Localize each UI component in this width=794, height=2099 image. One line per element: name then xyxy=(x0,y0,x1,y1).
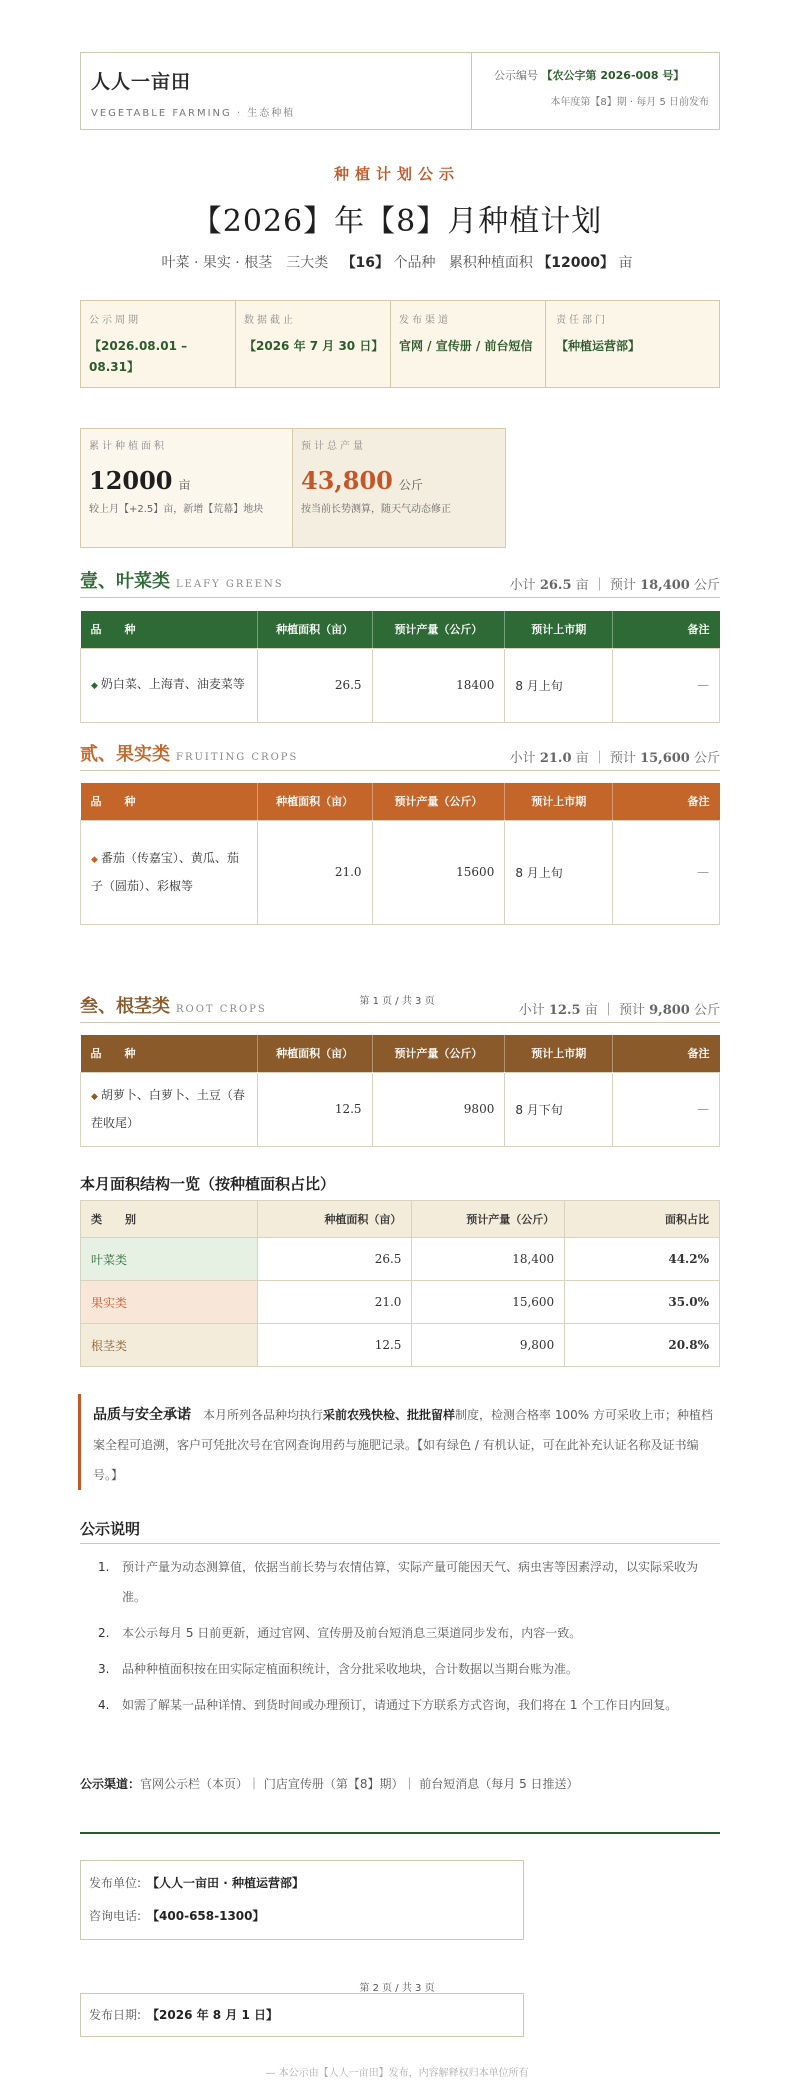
structure-area: 21.0 xyxy=(257,1281,412,1324)
crop-market-date: 8 月上旬 xyxy=(505,648,613,722)
item-text: 如需了解某一品种详情、到货时间或办理预订，请通过下方联系方式咨询，我们将在 1 个工作日内回复。 xyxy=(122,1698,678,1712)
info-value: 【2026 年 7 月 30 日】 xyxy=(244,339,384,353)
col-header: 品 种 xyxy=(81,783,258,820)
stats-box xyxy=(80,428,506,548)
stat-value xyxy=(89,466,284,495)
structure-share: 20.8% xyxy=(565,1324,720,1367)
stat-unit: 公斤 xyxy=(398,478,423,492)
structure-category: 果实类 xyxy=(81,1281,258,1324)
summary-area-value: 【12000】 xyxy=(537,255,615,271)
section-title-text: 叁、根茎类 xyxy=(80,996,170,1017)
forecast-unit: 公斤 xyxy=(693,578,720,593)
publish-date-box xyxy=(80,1993,524,2037)
subtotal-label: 小计 xyxy=(509,578,536,593)
col-header: 种植面积（亩） xyxy=(257,611,372,648)
stat-number: 43,800 xyxy=(301,466,393,495)
item-text: 本公示每月 5 日前更新，通过官网、宣传册及前台短消息三渠道同步发布，内容一致。 xyxy=(122,1626,582,1640)
item-number: 2. xyxy=(98,1626,110,1640)
bullet-icon: ◆ xyxy=(91,855,98,865)
col-header: 预计上市期 xyxy=(505,1035,613,1072)
forecast-unit: 公斤 xyxy=(693,751,720,766)
channels-text: 官网公示栏（本页）｜ 门店宣传册（第【8】期）｜ 前台短消息（每月 5 日推送） xyxy=(140,1777,579,1791)
subtotal-unit: 亩 xyxy=(575,751,589,766)
col-header: 预计上市期 xyxy=(505,783,613,820)
table-header-row xyxy=(81,783,720,820)
structure-area: 26.5 xyxy=(257,1238,412,1281)
stat-total-area xyxy=(81,429,293,547)
col-header: 预计产量（公斤） xyxy=(372,611,505,648)
info-value: 官网 / 宣传册 / 前台短信 xyxy=(399,339,533,353)
summary-area-label: 累积种植面积 xyxy=(448,255,533,271)
structure-title: 本月面积结构一览（按种植面积占比） xyxy=(80,1175,336,1193)
forecast-label: 预计 xyxy=(609,578,636,593)
info-label: 数据截止 xyxy=(244,315,296,326)
forecast-value: 18,400 xyxy=(640,578,690,593)
crop-name-text: 胡萝卜、白萝卜、土豆（春茬收尾） xyxy=(91,1088,245,1130)
publisher-unit-value: 【人人一亩田 · 种植运营部】 xyxy=(147,1876,304,1890)
bullet-icon: ◆ xyxy=(91,1092,98,1102)
structure-area: 12.5 xyxy=(257,1324,412,1367)
subtotal-label: 小计 xyxy=(509,751,536,766)
col-header: 预计上市期 xyxy=(505,611,613,648)
col-header: 备注 xyxy=(687,795,710,809)
quality-commitment xyxy=(78,1394,720,1490)
structure-category: 根茎类 xyxy=(81,1324,258,1367)
header-box xyxy=(80,52,720,130)
page-marker: 第 1 页 / 共 3 页 xyxy=(359,996,435,1007)
crop-market-date: 8 月下旬 xyxy=(505,1072,613,1146)
list-item xyxy=(98,1552,720,1612)
section-title-text: 贰、果实类 xyxy=(80,744,170,765)
col-header: 预计产量（公斤） xyxy=(372,783,505,820)
publisher-phone-label: 咨询电话: xyxy=(89,1909,142,1923)
crop-table-leafy xyxy=(80,611,720,723)
section-header-fruiting xyxy=(80,743,720,771)
crop-remark: — xyxy=(613,820,720,924)
summary-area-unit: 亩 xyxy=(618,255,633,271)
brand-subtitle: VEGETABLE FARMING · 生态种植 xyxy=(91,108,296,119)
col-header: 预计产量（公斤） xyxy=(412,1201,565,1238)
col-header: 备注 xyxy=(687,623,710,637)
item-number: 4. xyxy=(98,1698,110,1712)
forecast-label: 预计 xyxy=(609,751,636,766)
col-header: 种植面积（亩） xyxy=(257,783,372,820)
section-subtotal: 小计 21.0 亩 ｜ 预计 15,600 公斤 xyxy=(509,751,720,766)
publisher-phone xyxy=(89,1900,515,1933)
stat-unit: 亩 xyxy=(178,478,191,492)
table-row xyxy=(81,820,720,924)
header-notice-block xyxy=(471,53,719,129)
publisher-unit-label: 发布单位: xyxy=(89,1876,142,1890)
crop-name-text: 奶白菜、上海青、油麦菜等 xyxy=(100,677,245,691)
footer-note: — 本公示由【人人一亩田】发布，内容解释权归本单位所有 xyxy=(265,2068,529,2079)
stat-number: 12000 xyxy=(89,466,173,495)
info-value: 【2026.08.01 – 08.31】 xyxy=(89,339,188,374)
structure-category: 叶菜类 xyxy=(81,1238,258,1281)
info-strip xyxy=(80,300,720,388)
section-subtotal: 小计 12.5 亩 ｜ 预计 9,800 公斤 xyxy=(518,1003,720,1018)
publish-date-value: 【2026 年 8 月 1 日】 xyxy=(147,2008,279,2022)
crop-area: 12.5 xyxy=(257,1072,372,1146)
subtotal-area: 26.5 xyxy=(539,578,572,593)
structure-share: 44.2% xyxy=(565,1238,720,1281)
publisher-phone-value: 【400-658-1300】 xyxy=(147,1909,265,1923)
col-header: 预计产量（公斤） xyxy=(372,1035,505,1072)
table-header-row xyxy=(81,1201,720,1238)
channels-label: 公示渠道： xyxy=(80,1777,141,1791)
explain-list xyxy=(98,1552,720,1726)
summary-categories: 叶菜 · 果实 · 根茎 三大类 xyxy=(161,255,329,271)
forecast-value: 9,800 xyxy=(649,1003,690,1018)
quality-highlight: 采前农残快检、批批留样 xyxy=(323,1408,456,1422)
structure-yield: 18,400 xyxy=(412,1238,565,1281)
forecast-label: 预计 xyxy=(618,1003,645,1018)
stat-label: 累计种植面积 xyxy=(89,441,167,452)
notice-frequency: 本年度第【8】期 · 每月 5 日前发布 xyxy=(550,97,709,108)
list-item xyxy=(98,1654,720,1684)
summary-varieties-unit: 个品种 xyxy=(393,255,436,271)
item-text: 预计产量为动态测算值，依据当前长势与农情估算，实际产量可能因天气、病虫害等因素浮动，以实际采收为准。 xyxy=(122,1560,699,1604)
subtotal-unit: 亩 xyxy=(584,1003,598,1018)
info-cutoff xyxy=(236,301,391,387)
stat-label: 预计总产量 xyxy=(301,441,366,452)
table-row xyxy=(81,1238,720,1281)
quality-text: 本月所列各品种均执行 xyxy=(203,1408,324,1422)
table-row xyxy=(81,648,720,722)
section-title-en: FRUITING CROPS xyxy=(176,752,299,763)
structure-yield: 9,800 xyxy=(412,1324,565,1367)
info-period xyxy=(81,301,236,387)
info-value: 【种植运营部】 xyxy=(556,339,641,353)
crop-yield: 18400 xyxy=(372,648,505,722)
crop-yield: 15600 xyxy=(372,820,505,924)
item-number: 1. xyxy=(98,1560,110,1574)
quality-title: 品质与安全承诺 xyxy=(93,1407,191,1423)
subtotal-label: 小计 xyxy=(518,1003,545,1018)
structure-yield: 15,600 xyxy=(412,1281,565,1324)
info-channels xyxy=(391,301,546,387)
crop-yield: 9800 xyxy=(372,1072,505,1146)
info-label: 责任部门 xyxy=(556,315,608,326)
col-header: 面积占比 xyxy=(565,1201,720,1238)
structure-share: 35.0% xyxy=(565,1281,720,1324)
col-header: 品 种 xyxy=(81,1035,258,1072)
crop-market-date: 8 月上旬 xyxy=(505,820,613,924)
subtotal-unit: 亩 xyxy=(575,578,589,593)
page-marker: 第 2 页 / 共 3 页 xyxy=(359,1983,435,1994)
crop-remark: — xyxy=(613,1072,720,1146)
crop-name-text: 番茄（传嘉宝）、黄瓜、茄子（圆茄）、彩椒等 xyxy=(91,851,239,893)
crop-name xyxy=(81,820,258,924)
summary-varieties: 【16】 xyxy=(341,255,390,271)
publish-channels xyxy=(80,1775,579,1792)
table-row xyxy=(81,1281,720,1324)
publisher-unit xyxy=(89,1867,515,1900)
notice-label: 种植计划公示 xyxy=(333,165,460,183)
crop-name xyxy=(81,648,258,722)
crop-remark: — xyxy=(613,648,720,722)
notice-number-value: 【农公字第 2026-008 号】 xyxy=(541,69,685,82)
plan-summary xyxy=(0,252,794,272)
section-header-leafy xyxy=(80,570,720,598)
list-item xyxy=(98,1690,720,1720)
list-item xyxy=(98,1618,720,1648)
explain-title: 公示说明 xyxy=(80,1518,720,1544)
table-row xyxy=(81,1324,720,1367)
table-header-row xyxy=(81,1035,720,1072)
brand-name: 人人一亩田 xyxy=(91,71,192,93)
section-title xyxy=(80,992,267,1018)
divider xyxy=(80,1832,720,1834)
stat-note: 较上月【+2.5】亩，新增【荒幕】地块 xyxy=(89,504,264,515)
stat-value xyxy=(301,466,497,495)
col-header: 备注 xyxy=(687,1047,710,1061)
page-title: 【2026】年【8】月种植计划 xyxy=(191,204,603,239)
header-brand-block xyxy=(81,53,471,129)
col-header: 品 种 xyxy=(81,611,258,648)
publisher-box xyxy=(80,1860,524,1940)
section-title-text: 壹、叶菜类 xyxy=(80,571,170,592)
bullet-icon: ◆ xyxy=(91,681,98,691)
structure-table xyxy=(80,1200,720,1367)
subtotal-area: 12.5 xyxy=(548,1003,581,1018)
info-label: 发布渠道 xyxy=(399,315,451,326)
info-label: 公示周期 xyxy=(89,315,141,326)
section-title-en: ROOT CROPS xyxy=(176,1004,267,1015)
forecast-unit: 公斤 xyxy=(693,1003,720,1018)
item-number: 3. xyxy=(98,1662,110,1676)
forecast-value: 15,600 xyxy=(640,751,690,766)
section-subtotal: 小计 26.5 亩 ｜ 预计 18,400 公斤 xyxy=(509,578,720,593)
info-department xyxy=(546,301,719,387)
crop-area: 26.5 xyxy=(257,648,372,722)
notice-number-label: 公示编号 xyxy=(494,69,538,82)
item-text: 品种种植面积按在田实际定植面积统计，含分批采收地块，合计数据以当期台账为准。 xyxy=(122,1662,579,1676)
section-title xyxy=(80,567,284,593)
stat-total-yield xyxy=(293,429,505,547)
quality-text-rest: 制度，检测合格率 100% 方可采收上市；种植档案全程可追溯，客户可凭批次号在官网查询用药与施肥记录。【如有绿色 / 有机认证，可在此补充认证名称及证书编号。】 xyxy=(93,1408,713,1482)
section-title-en: LEAFY GREENS xyxy=(176,579,284,590)
crop-area: 21.0 xyxy=(257,820,372,924)
table-row xyxy=(81,1072,720,1146)
section-header-root xyxy=(80,995,720,1023)
col-header: 种植面积（亩） xyxy=(257,1035,372,1072)
crop-name xyxy=(81,1072,258,1146)
section-title xyxy=(80,740,298,766)
table-header-row xyxy=(81,611,720,648)
publish-date-label: 发布日期: xyxy=(89,2008,142,2022)
stat-note: 按当前长势测算，随天气动态修正 xyxy=(301,504,451,515)
col-header: 种植面积（亩） xyxy=(257,1201,412,1238)
col-header: 类 别 xyxy=(81,1201,258,1238)
crop-table-root xyxy=(80,1035,720,1147)
notice-number xyxy=(494,67,709,83)
crop-table-fruiting xyxy=(80,783,720,925)
subtotal-area: 21.0 xyxy=(539,751,572,766)
